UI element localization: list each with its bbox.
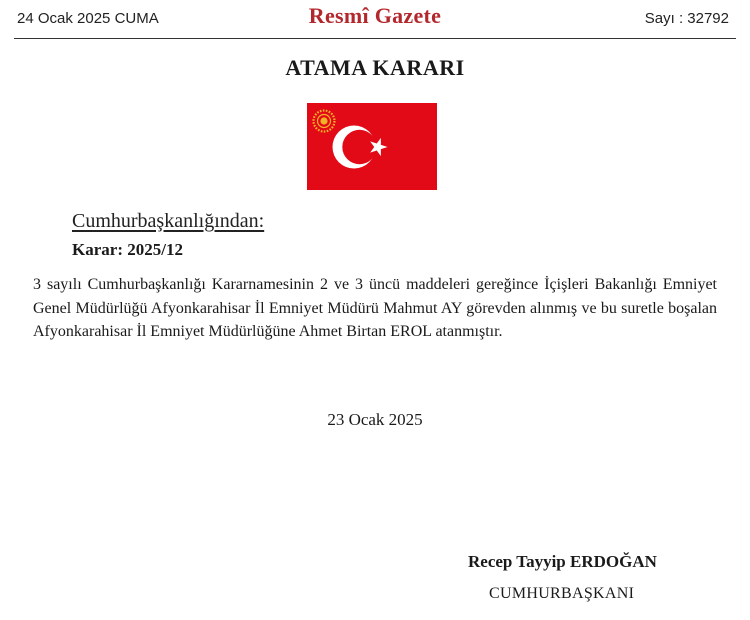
header-date: 24 Ocak 2025 CUMA xyxy=(17,10,159,27)
document-title: ATAMA KARARI xyxy=(285,55,465,80)
signature-date: 23 Ocak 2025 xyxy=(327,410,423,429)
turkish-flag-icon xyxy=(307,103,437,190)
publication-title: Resmî Gazete xyxy=(308,3,442,28)
signer-name: Recep Tayyip ERDOĞAN xyxy=(468,552,657,571)
header-divider xyxy=(14,38,736,39)
signer-title: CUMHURBAŞKANI xyxy=(489,585,635,602)
issue-number: Sayı : 32792 xyxy=(644,10,729,27)
issuer-heading: Cumhurbaşkanlığından: xyxy=(72,210,265,232)
decision-body: 3 sayılı Cumhurbaşkanlığı Kararnamesinin 2 ve 3 üncü maddeleri gereğince İçişleri Bakanlığı Emniyet Genel Müdürlüğü Afyonkarahisar İl Emniyet Müdürü Mahmut AY görevden alınmış ve bu suretle boşalan Afyonkarahisar İl Emniyet Müdürlüğüne Ahmet Birtan EROL atanmıştır. xyxy=(33,276,717,340)
decision-number: Karar: 2025/12 xyxy=(72,240,183,259)
gazette-header xyxy=(0,0,750,40)
